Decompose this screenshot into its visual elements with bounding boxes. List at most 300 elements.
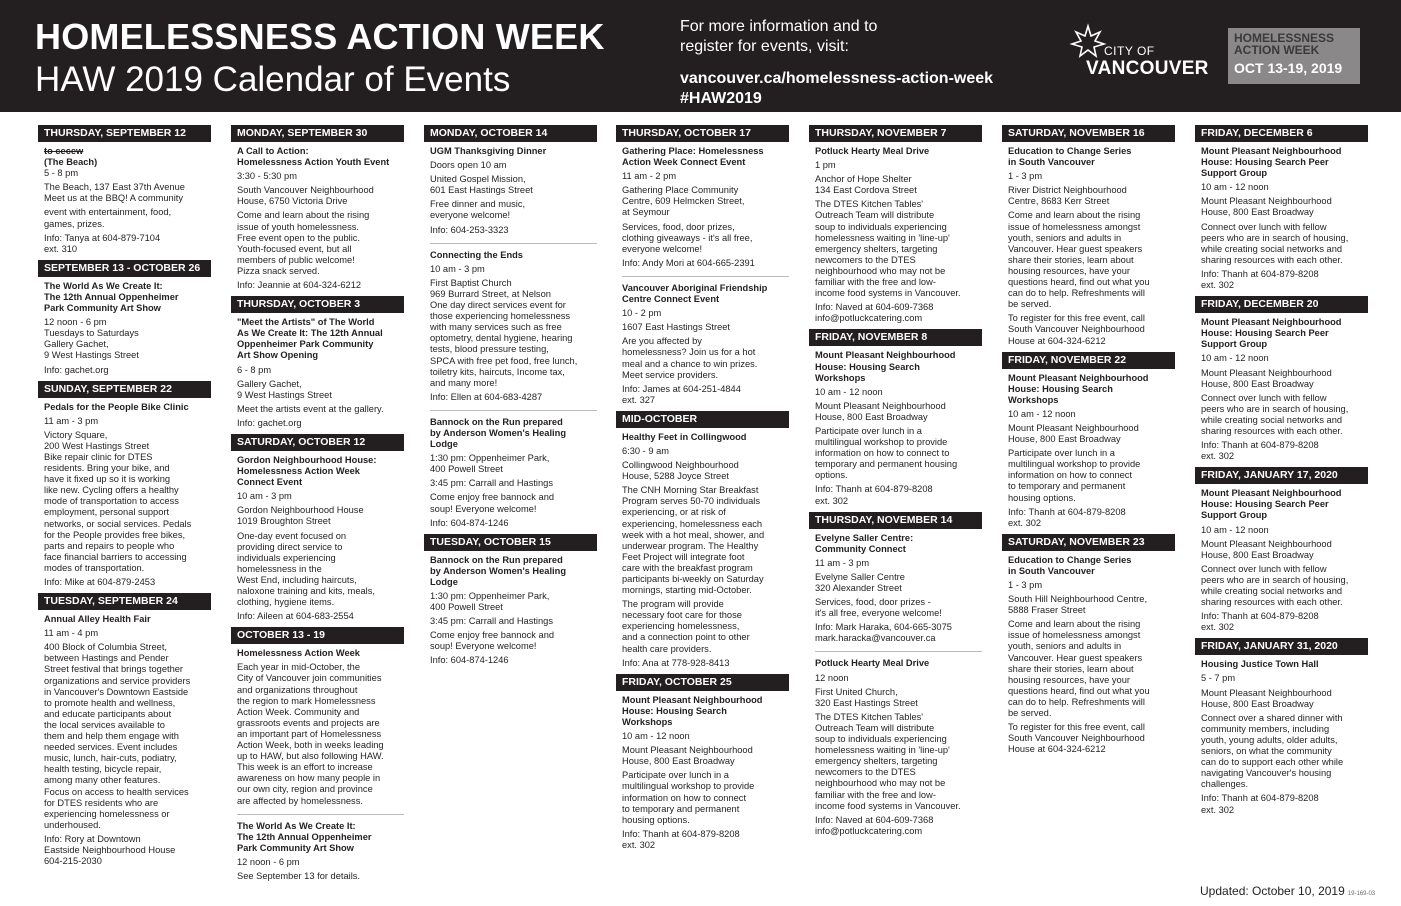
event-detail: awareness on how many people in	[237, 773, 381, 784]
event-detail: ext. 310	[44, 243, 78, 254]
event-detail: Info: gachet.org	[44, 364, 109, 375]
event-detail: housing options.	[622, 814, 690, 825]
event-title: Centre Connect Event	[622, 294, 720, 305]
event-title: House: Housing Search Peer	[1201, 157, 1329, 168]
event-detail: underwear program. The Healthy	[622, 540, 759, 551]
event-title: The World As We Create It:	[44, 280, 163, 291]
event-detail: Info: Thanh at 604-879-8208	[1201, 793, 1319, 804]
event-title: Mount Pleasant Neighbourhood	[815, 350, 956, 361]
event-detail: Program serves 50-70 individuals	[622, 496, 760, 507]
event-entry	[231, 146, 404, 296]
event-title: House: Housing Search Peer	[1201, 328, 1329, 339]
event-divider	[430, 410, 597, 411]
calendar-column	[231, 125, 404, 887]
event-detail: ext. 302	[1201, 622, 1235, 633]
event-detail: Connect over a shared dinner with	[1201, 712, 1343, 723]
event-detail: necessary foot care for those	[622, 610, 742, 621]
event-title: Homelessness Action Youth Event	[237, 157, 390, 168]
event-detail: Collingwood Neighbourhood	[622, 460, 739, 471]
date-header: FRIDAY, JANUARY 17, 2020	[1195, 467, 1368, 484]
event-detail: while creating social networks and	[1201, 586, 1343, 596]
event-detail: neighbourhood who may not be	[815, 778, 946, 789]
event-entry	[809, 146, 982, 329]
event-detail: multilingual workshop to provide	[815, 437, 948, 448]
event-detail: networks, or social services. Pedals	[44, 518, 192, 529]
event-detail: mark.haracka@vancouver.ca	[815, 633, 936, 644]
event-title: Mount Pleasant Neighbourhood	[1201, 317, 1342, 328]
event-detail: Focus on access to health services	[44, 786, 189, 797]
event-title: The 12th Annual Oppenheimer	[44, 291, 179, 302]
event-detail: be served.	[1008, 299, 1052, 310]
logo-vancouver: VANCOUVER	[1086, 58, 1209, 79]
event-detail: Meet us at the BBQ! A community	[44, 193, 183, 204]
event-detail: The Beach, 137 East 37th Avenue	[44, 182, 185, 193]
event-detail: options.	[815, 470, 848, 481]
event-detail: 400 Powell Street	[430, 602, 503, 613]
event-title: Workshops	[1008, 394, 1059, 405]
event-detail: To register for this free event, call	[1008, 313, 1145, 324]
event-entry	[616, 146, 789, 274]
event-detail: ext. 302	[622, 839, 656, 850]
event-detail: navigating Vancouver's housing	[1201, 768, 1332, 779]
event-title: Connecting the Ends	[430, 249, 523, 260]
event-title: Lodge	[430, 439, 458, 450]
event-detail: face financial barriers to accessing	[44, 551, 187, 562]
event-title: Workshops	[815, 372, 866, 383]
event-entry	[809, 350, 982, 511]
event-title: Mount Pleasant Neighbourhood	[1201, 488, 1342, 499]
event-detail: tests, blood pressure testing,	[430, 344, 549, 355]
event-detail: organizations and service providers	[44, 675, 191, 686]
event-detail: Info: Naved at 604-609-7368	[815, 814, 934, 825]
event-detail: information on how to connect	[622, 792, 747, 803]
event-title: Homelessness Action Week	[237, 648, 360, 659]
event-detail: housing resources, have your	[1008, 674, 1130, 685]
event-detail: Info: Ellen at 604-683-4287	[430, 391, 543, 402]
event-detail: neighbourhood who may not be	[815, 265, 946, 276]
event-detail: issue of homelessness amongst	[1008, 630, 1141, 641]
event-detail: clothing giveaways - it's all free,	[622, 232, 753, 243]
event-entry	[616, 283, 789, 411]
event-title: Workshops	[622, 716, 673, 727]
event-detail: Mount Pleasant Neighbourhood	[1008, 422, 1139, 433]
calendar-column	[616, 125, 789, 856]
event-detail: Info: 604-874-1246	[430, 655, 509, 666]
event-detail: seniors, on what the community	[1201, 746, 1332, 757]
event-detail: South Hill Neighbourhood Centre,	[1008, 594, 1148, 605]
event-entry	[809, 533, 982, 650]
event-detail: info@potluckcatering.com	[815, 313, 923, 324]
event-entry	[231, 455, 404, 627]
event-detail: 1019 Broughton Street	[237, 516, 331, 527]
event-detail: can do to help. Refreshments will	[1008, 288, 1145, 299]
event-detail: 10 am - 12 noon	[1008, 408, 1076, 419]
event-detail: 601 East Hastings Street	[430, 185, 533, 196]
calendar-column	[38, 125, 211, 872]
event-detail: South Vancouver Neighbourhood	[237, 185, 374, 196]
event-detail: Info: Mike at 604-879-2453	[44, 577, 156, 587]
event-detail: Action Week. Community and	[237, 706, 360, 717]
event-detail: parts and repairs to people who	[44, 540, 175, 551]
event-entry	[809, 658, 982, 841]
event-detail: 3:30 - 5:30 pm	[237, 171, 297, 182]
event-detail: Centre, 8683 Kerr Street	[1008, 196, 1110, 207]
event-detail: 10 am - 3 pm	[430, 263, 485, 274]
event-title: Oppenheimer Park Community	[237, 339, 374, 350]
info-line: register for events, visit:	[680, 38, 849, 55]
event-title: Education to Change Series	[1008, 146, 1132, 156]
event-detail: 320 Alexander Street	[815, 583, 902, 593]
event-title: Bannock on the Run prepared	[430, 554, 563, 565]
event-detail: Come and learn about the rising	[237, 210, 370, 221]
logo-city-of: CITY OF	[1104, 44, 1155, 58]
event-detail: Info: Andy Mori at 604-665-2391	[622, 257, 755, 268]
event-detail: our own city, region and province	[237, 784, 373, 795]
event-detail: Bike repair clinic for DTES	[44, 451, 153, 462]
event-detail: 10 am - 12 noon	[622, 731, 690, 742]
page-subtitle: HAW 2019 Calendar of Events	[35, 60, 511, 99]
event-detail: challenges.	[1201, 779, 1249, 790]
event-detail: House, 5288 Joyce Street	[622, 471, 729, 482]
event-title: in South Vancouver	[1008, 565, 1095, 576]
event-detail: them and help them engage with	[44, 731, 179, 742]
event-detail: with many services such as free	[430, 322, 562, 333]
event-title: Annual Alley Health Fair	[44, 614, 151, 625]
event-detail: Info: Tanya at 604-879-7104	[44, 232, 161, 243]
event-entry	[38, 614, 211, 872]
event-detail: 11 am - 3 pm	[815, 557, 870, 568]
event-detail: experiencing, or at risk of	[622, 507, 726, 518]
event-detail: income food systems in Vancouver.	[815, 800, 961, 811]
event-detail: homelessness in the	[237, 563, 322, 574]
event-detail: to temporary and permanent	[622, 803, 740, 814]
event-title: in South Vancouver	[1008, 157, 1095, 168]
event-detail: ext. 302	[1201, 280, 1235, 291]
event-title: Support Group	[1201, 168, 1268, 179]
event-detail: 10 am - 3 pm	[237, 491, 292, 502]
event-divider	[237, 814, 404, 815]
event-detail: 5 - 8 pm	[44, 168, 79, 179]
event-detail: Vancouver. Hear guest speakers	[1008, 652, 1143, 663]
event-detail: 134 East Cordova Street	[815, 185, 917, 196]
event-detail: to temporary and permanent	[1008, 481, 1126, 492]
event-detail: Evelyne Saller Centre	[815, 571, 905, 582]
event-detail: soup to individuals experiencing	[815, 734, 947, 745]
event-title: The 12th Annual Oppenheimer	[237, 831, 372, 842]
event-detail: 1:30 pm: Oppenheimer Park,	[430, 591, 550, 601]
event-detail: 5888 Fraser Street	[1008, 605, 1086, 616]
event-title: Action Week Connect Event	[622, 157, 746, 168]
event-detail: Info: Jeannie at 604-324-6212	[237, 280, 362, 291]
event-detail: while creating social networks and	[1201, 243, 1343, 254]
event-title: House: Housing Search	[622, 705, 727, 716]
website-link[interactable]: vancouver.ca/homelessness-action-week	[680, 70, 994, 87]
event-detail: peers who are in search of housing,	[1201, 232, 1349, 243]
event-detail: questions heard, find out what you	[1008, 685, 1150, 696]
event-detail: Info: James at 604-251-4844	[622, 383, 741, 394]
event-detail: and many more!	[430, 377, 498, 388]
updated-date	[1200, 884, 1375, 898]
event-detail: health care providers.	[622, 643, 712, 654]
calendar-column	[424, 125, 597, 672]
event-detail: Info: 604-874-1246	[430, 517, 509, 528]
event-detail: 969 Burrard Street, at Nelson	[430, 288, 551, 299]
event-divider	[815, 651, 982, 652]
event-detail: and a connection point to other	[622, 632, 750, 643]
event-detail: Vancouver. Hear guest speakers	[1008, 243, 1143, 254]
event-detail: homelessness waiting in 'line-up'	[815, 745, 950, 756]
event-detail: multilingual workshop to provide	[622, 781, 755, 792]
event-title: Vancouver Aboriginal Friendship	[622, 282, 768, 293]
event-title: Support Group	[1201, 510, 1268, 521]
event-detail: the region to mark Homelessness	[237, 695, 376, 706]
event-entry	[616, 695, 789, 856]
event-detail: Participate over lunch in a	[1008, 448, 1115, 459]
city-of-vancouver-logo	[1068, 22, 1208, 82]
event-detail: newcomers to the DTES	[815, 254, 916, 265]
event-detail: be served.	[1008, 708, 1052, 719]
event-detail: it's all free, everyone welcome!	[815, 608, 942, 619]
event-detail: Info: 604-253-3323	[430, 224, 509, 235]
info-line: For more information and to	[680, 18, 878, 35]
event-detail: up to HAW, but also following HAW.	[237, 751, 384, 762]
date-header: FRIDAY, DECEMBER 20	[1195, 296, 1368, 313]
event-detail: the local services available to	[44, 719, 165, 730]
event-title: House: Housing Search	[815, 361, 920, 372]
event-detail: House at 604-324-6212	[1008, 744, 1106, 755]
event-detail: modes of transportation.	[44, 562, 145, 573]
event-detail: like new. Cycling offers a healthy	[44, 485, 179, 496]
event-detail: West End, including haircuts,	[237, 574, 357, 585]
event-detail: House, 800 East Broadway	[1201, 207, 1314, 218]
event-detail: Mount Pleasant Neighbourhood	[1201, 538, 1332, 549]
event-detail: members of public welcome!	[237, 254, 355, 265]
event-detail: providing direct service to	[237, 541, 343, 552]
event-entry	[231, 821, 404, 887]
event-detail: Come enjoy free bannock and	[430, 630, 555, 641]
event-detail: 1607 East Hastings Street	[622, 322, 731, 333]
event-detail: residents. Bring your bike, and	[44, 463, 170, 474]
event-detail: 9 West Hastings Street	[237, 389, 332, 400]
event-title: Mount Pleasant Neighbourhood	[1008, 372, 1149, 383]
date-header: TUESDAY, OCTOBER 15	[424, 534, 597, 551]
event-detail: Mount Pleasant Neighbourhood	[1201, 367, 1332, 378]
event-detail: homelessness? Join us for a hot	[622, 347, 756, 358]
event-title: Park Community Art Show	[44, 303, 161, 314]
event-detail: Gordon Neighbourhood House	[237, 505, 364, 516]
event-detail: ext. 302	[1201, 451, 1235, 462]
event-detail: House, 800 East Broadway	[1201, 549, 1314, 560]
date-header: FRIDAY, OCTOBER 25	[616, 674, 789, 691]
event-detail: House at 604-324-6212	[1008, 335, 1106, 346]
event-detail: Mount Pleasant Neighbourhood	[815, 400, 946, 411]
event-title: Education to Change Series	[1008, 554, 1132, 565]
hashtag: #HAW2019	[680, 90, 762, 107]
date-header: FRIDAY, NOVEMBER 8	[809, 329, 982, 346]
event-title: Mount Pleasant Neighbourhood	[622, 694, 763, 705]
event-detail: 400 Block of Columbia Street,	[44, 642, 167, 653]
event-detail: participants bi-weekly on Saturday	[622, 574, 764, 584]
event-detail: mornings, starting mid-October.	[622, 585, 752, 596]
event-entry	[1002, 146, 1175, 352]
stamp-line: ACTION WEEK	[1234, 43, 1320, 57]
haw-stamp	[1228, 28, 1360, 84]
event-detail: Info: gachet.org	[237, 417, 302, 428]
event-detail: Free dinner and music,	[430, 199, 526, 210]
event-detail: soup to individuals experiencing	[815, 221, 947, 232]
event-detail: share their stories, learn about	[1008, 254, 1134, 265]
event-detail: toiletry kits, haircuts, Income tax,	[430, 366, 565, 377]
event-entry	[231, 317, 404, 434]
stamp-dates: OCT 13-19, 2019	[1234, 60, 1343, 76]
event-detail: Action Week, both in weeks leading	[237, 740, 384, 751]
event-detail: See September 13 for details.	[237, 870, 360, 881]
event-detail: meal and a chance to win prizes.	[622, 358, 758, 369]
event-detail: Services, food, door prizes -	[815, 597, 931, 608]
event-detail: between Hastings and Pender	[44, 653, 169, 664]
event-title: House: Housing Search Peer	[1201, 499, 1329, 510]
event-detail: Info: Thanh at 604-879-8208	[1201, 611, 1319, 622]
event-detail: information on how to connect to	[815, 448, 950, 459]
event-detail: information on how to connect	[1008, 470, 1133, 481]
event-detail: Info: Mark Haraka, 604-665-3075	[815, 622, 952, 633]
event-title: Mount Pleasant Neighbourhood	[1201, 146, 1342, 156]
calendar-column	[809, 125, 982, 842]
event-title: Bannock on the Run prepared	[430, 416, 563, 427]
event-detail: Gallery Gachet,	[237, 378, 302, 389]
event-detail: community members, including	[1201, 723, 1330, 734]
event-title: Lodge	[430, 576, 458, 587]
event-detail: House, 800 East Broadway	[1008, 434, 1121, 445]
event-detail: event with entertainment, food,	[44, 207, 172, 218]
event-detail: First Baptist Church	[430, 277, 512, 288]
event-detail: 6 - 8 pm	[237, 364, 272, 375]
event-detail: Outreach Team will distribute	[815, 210, 935, 221]
event-detail: Eastside Neighbourhood House	[44, 844, 176, 855]
page-header	[0, 0, 1401, 112]
event-detail: House, 800 East Broadway	[1201, 698, 1314, 709]
event-detail: Info: Aileen at 604-683-2554	[237, 611, 354, 622]
event-detail: 10 am - 12 noon	[815, 386, 883, 397]
event-detail: 11 am - 2 pm	[622, 171, 677, 182]
event-title: The World As We Create It:	[237, 820, 356, 831]
event-detail: The DTES Kitchen Tables'	[815, 711, 924, 722]
event-detail: sharing resources with each other.	[1201, 425, 1343, 436]
event-detail: Are you affected by	[622, 336, 702, 347]
event-detail: emergency shelters, targeting	[815, 243, 938, 254]
event-detail: Info: Thanh at 604-879-8208	[622, 828, 740, 839]
event-detail: peers who are in search of housing,	[1201, 403, 1349, 414]
event-detail: are affected by homelessness.	[237, 795, 363, 806]
event-title: Gordon Neighbourhood House:	[237, 454, 377, 465]
event-detail: Info: Thanh at 604-879-8208	[1201, 440, 1319, 451]
event-detail: Tuesdays to Saturdays	[44, 328, 139, 339]
event-detail: One day direct services event for	[430, 300, 566, 311]
event-detail: 12 noon - 6 pm	[237, 856, 300, 867]
event-detail: sharing resources with each other.	[1201, 254, 1343, 265]
event-detail: House, 800 East Broadway	[815, 411, 928, 422]
event-detail: Pizza snack served.	[237, 265, 320, 276]
date-header: MID-OCTOBER	[616, 411, 789, 428]
event-detail: Gallery Gachet,	[44, 339, 109, 350]
event-detail: 1:30 pm: Oppenheimer Park,	[430, 453, 550, 464]
event-detail: South Vancouver Neighbourhood	[1008, 324, 1145, 335]
event-detail: for the People provides free bikes,	[44, 529, 186, 540]
event-title: A Call to Action:	[237, 146, 309, 156]
event-detail: music, lunch, hair-cuts, podiatry,	[44, 753, 177, 764]
event-detail: everyone welcome!	[430, 210, 511, 221]
event-title: Healthy Feet in Collingwood	[622, 431, 747, 442]
event-title: Housing Justice Town Hall	[1201, 659, 1319, 670]
event-detail: 11 am - 3 pm	[44, 415, 99, 426]
date-header: SUNDAY, SEPTEMBER 22	[38, 381, 211, 398]
event-detail: First United Church,	[815, 686, 898, 697]
event-detail: multilingual workshop to provide	[1008, 459, 1141, 470]
event-title: UGM Thanksgiving Dinner	[430, 146, 547, 156]
event-detail: sharing resources with each other.	[1201, 597, 1343, 608]
event-detail: 1 pm	[815, 160, 836, 171]
event-entry	[424, 146, 597, 241]
event-title: Connect Event	[237, 477, 303, 488]
event-detail: have it fixed up so it is working	[44, 474, 171, 485]
event-detail: Meet the artists event at the gallery.	[237, 403, 384, 414]
date-header: THURSDAY, SEPTEMBER 12	[38, 125, 211, 142]
event-title: (The Beach)	[44, 157, 98, 168]
event-title: House: Housing Search	[1008, 383, 1113, 394]
event-detail: for DTES residents who are	[44, 797, 159, 808]
event-detail: 10 am - 12 noon	[1201, 182, 1269, 193]
event-detail: those experiencing homelessness	[430, 311, 571, 322]
event-title: Community Connect	[815, 543, 906, 554]
event-entry	[38, 146, 211, 260]
event-detail: housing options.	[1008, 492, 1076, 503]
event-detail: 12 noon - 6 pm	[44, 317, 107, 328]
date-header: SATURDAY, NOVEMBER 16	[1002, 125, 1175, 142]
date-header: TUESDAY, SEPTEMBER 24	[38, 593, 211, 610]
event-detail: 12 noon	[815, 672, 849, 683]
event-detail: Victory Square,	[44, 429, 108, 440]
event-detail: grassroots events and projects are	[237, 717, 380, 728]
event-entry	[424, 250, 597, 408]
event-entry	[1195, 488, 1368, 638]
event-detail: This week is an effort to increase	[237, 762, 373, 773]
date-header: THURSDAY, NOVEMBER 7	[809, 125, 982, 142]
event-detail: 200 West Hastings Street	[44, 440, 150, 451]
date-header: SEPTEMBER 13 - OCTOBER 26	[38, 260, 211, 277]
event-detail: 10 am - 12 noon	[1201, 524, 1269, 535]
event-detail: 400 Powell Street	[430, 464, 503, 475]
date-header: THURSDAY, OCTOBER 17	[616, 125, 789, 142]
event-title: Gathering Place: Homelessness	[622, 146, 764, 156]
event-detail: Mount Pleasant Neighbourhood	[622, 745, 753, 756]
date-header: MONDAY, OCTOBER 14	[424, 125, 597, 142]
event-detail: City of Vancouver join communities	[237, 673, 382, 684]
event-detail: at Seymour	[622, 207, 670, 218]
date-header: OCTOBER 13 - 19	[231, 627, 404, 644]
event-detail: mode of transportation to access	[44, 496, 179, 507]
event-entry	[1195, 659, 1368, 820]
event-title: Park Community Art Show	[237, 842, 354, 853]
event-detail: Come and learn about the rising	[1008, 210, 1141, 221]
event-detail: River District Neighbourhood	[1008, 185, 1127, 196]
event-detail: Each year in mid-October, the	[237, 662, 360, 673]
date-header: FRIDAY, NOVEMBER 22	[1002, 352, 1175, 369]
event-detail: share their stories, learn about	[1008, 663, 1134, 674]
stamp-line: HOMELESSNESS	[1234, 31, 1335, 45]
event-detail: to promote health and wellness,	[44, 697, 176, 708]
event-entry	[424, 555, 597, 672]
event-entry	[1002, 555, 1175, 761]
